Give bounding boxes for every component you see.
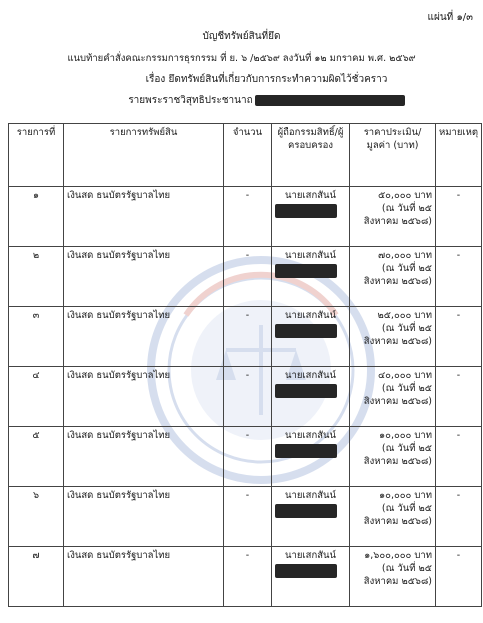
- subject-line: เรื่อง ยึดทรัพย์สินที่เกี่ยวกับการกระทำความผิดไว้ชั่วคราว: [145, 74, 388, 85]
- valuation-date: (ณ วันที่ ๒๕ สิงหาคม ๒๕๖๘): [363, 503, 432, 527]
- owner-cell: [272, 307, 350, 367]
- valuation-date: (ณ วันที่ ๒๕ สิงหาคม ๒๕๖๘): [363, 383, 432, 407]
- asset-value: ๔๐,๐๐๐ บาท: [377, 370, 432, 381]
- owner-cell: [272, 187, 350, 247]
- column-header: จำนวน: [224, 124, 272, 187]
- order-reference: แนบท้ายคำสั่งคณะกรรมการธุรกรรม ที่ ย. ๖ /๒๕๖๙ ลงวันที่ ๑๒ มกราคม พ.ศ. ๒๕๖๙: [67, 53, 416, 64]
- value-cell: [350, 307, 436, 367]
- redaction-bar: [275, 204, 337, 218]
- remark: -: [436, 367, 482, 427]
- valuation-date: (ณ วันที่ ๒๕ สิงหาคม ๒๕๖๘): [363, 263, 432, 287]
- asset-description: เงินสด ธนบัตรรัฐบาลไทย: [64, 547, 224, 607]
- owner-line-label: รายพระราชวิสุทธิประชานาถ: [128, 95, 253, 106]
- quantity: -: [224, 487, 272, 547]
- owner-name: นายเสกสันน์: [285, 370, 336, 381]
- remark: -: [436, 307, 482, 367]
- remark: -: [436, 427, 482, 487]
- remark: -: [436, 187, 482, 247]
- owner-name: นายเสกสันน์: [285, 490, 336, 501]
- asset-value: ๕๐,๐๐๐ บาท: [377, 190, 432, 201]
- item-number: ๒: [9, 247, 64, 307]
- asset-description: เงินสด ธนบัตรรัฐบาลไทย: [64, 487, 224, 547]
- column-header: ราคาประเมิน/มูลค่า (บาท): [350, 124, 436, 187]
- owner-cell: [272, 487, 350, 547]
- document-title: บัญชีทรัพย์สินที่ยึด: [202, 31, 281, 42]
- column-header: รายการทรัพย์สิน: [64, 124, 224, 187]
- owner-name: นายเสกสันน์: [285, 190, 336, 201]
- column-header: รายการที่: [9, 124, 64, 187]
- item-number: ๗: [9, 547, 64, 607]
- value-cell: [350, 547, 436, 607]
- column-header: ผู้ถือกรรมสิทธิ์/ผู้ครอบครอง: [272, 124, 350, 187]
- quantity: -: [224, 187, 272, 247]
- asset-table: [8, 123, 482, 607]
- value-cell: [350, 367, 436, 427]
- asset-description: เงินสด ธนบัตรรัฐบาลไทย: [64, 187, 224, 247]
- asset-description: เงินสด ธนบัตรรัฐบาลไทย: [64, 427, 224, 487]
- item-number: ๑: [9, 187, 64, 247]
- table-row: [9, 247, 482, 307]
- owner-cell: [272, 547, 350, 607]
- asset-description: เงินสด ธนบัตรรัฐบาลไทย: [64, 307, 224, 367]
- value-cell: [350, 247, 436, 307]
- redaction-bar: [275, 324, 337, 338]
- item-number: ๕: [9, 427, 64, 487]
- redaction-bar: [275, 264, 337, 278]
- valuation-date: (ณ วันที่ ๒๕ สิงหาคม ๒๕๖๘): [363, 323, 432, 347]
- asset-description: เงินสด ธนบัตรรัฐบาลไทย: [64, 247, 224, 307]
- redaction-bar: [275, 384, 337, 398]
- table-row: [9, 427, 482, 487]
- item-number: ๔: [9, 367, 64, 427]
- owner-name: นายเสกสันน์: [285, 250, 336, 261]
- item-number: ๓: [9, 307, 64, 367]
- remark: -: [436, 487, 482, 547]
- quantity: -: [224, 367, 272, 427]
- table-row: [9, 307, 482, 367]
- remark: -: [436, 247, 482, 307]
- redaction-bar: [255, 95, 405, 106]
- quantity: -: [224, 547, 272, 607]
- column-header: หมายเหตุ: [436, 124, 482, 187]
- asset-value: ๒๕,๐๐๐ บาท: [377, 310, 432, 321]
- value-cell: [350, 187, 436, 247]
- owner-name: นายเสกสันน์: [285, 430, 336, 441]
- owner-name: นายเสกสันน์: [285, 310, 336, 321]
- redaction-bar: [275, 504, 337, 518]
- remark: -: [436, 547, 482, 607]
- owner-cell: [272, 367, 350, 427]
- owner-name: นายเสกสันน์: [285, 550, 336, 561]
- table-row: [9, 367, 482, 427]
- redaction-bar: [275, 444, 337, 458]
- value-cell: [350, 487, 436, 547]
- asset-description: เงินสด ธนบัตรรัฐบาลไทย: [64, 367, 224, 427]
- value-cell: [350, 427, 436, 487]
- owner-cell: [272, 247, 350, 307]
- table-row: [9, 547, 482, 607]
- quantity: -: [224, 307, 272, 367]
- sheet-number: แผ่นที่ ๑/๓: [427, 12, 473, 23]
- asset-value: ๑๐,๐๐๐ บาท: [379, 490, 432, 501]
- item-number: ๖: [9, 487, 64, 547]
- owner-cell: [272, 427, 350, 487]
- valuation-date: (ณ วันที่ ๒๕ สิงหาคม ๒๕๖๘): [363, 203, 432, 227]
- valuation-date: (ณ วันที่ ๒๕ สิงหาคม ๒๕๖๘): [363, 563, 432, 587]
- table-header-row: [9, 124, 482, 187]
- quantity: -: [224, 247, 272, 307]
- redaction-bar: [275, 564, 337, 578]
- asset-value: ๗๐,๐๐๐ บาท: [377, 250, 432, 261]
- table-row: [9, 487, 482, 547]
- quantity: -: [224, 427, 272, 487]
- valuation-date: (ณ วันที่ ๒๕ สิงหาคม ๒๕๖๘): [363, 443, 432, 467]
- table-row: [9, 187, 482, 247]
- owner-line: [25, 94, 483, 107]
- asset-value: ๑๐,๐๐๐ บาท: [379, 430, 432, 441]
- asset-value: ๑,๖๐๐,๐๐๐ บาท: [364, 550, 432, 561]
